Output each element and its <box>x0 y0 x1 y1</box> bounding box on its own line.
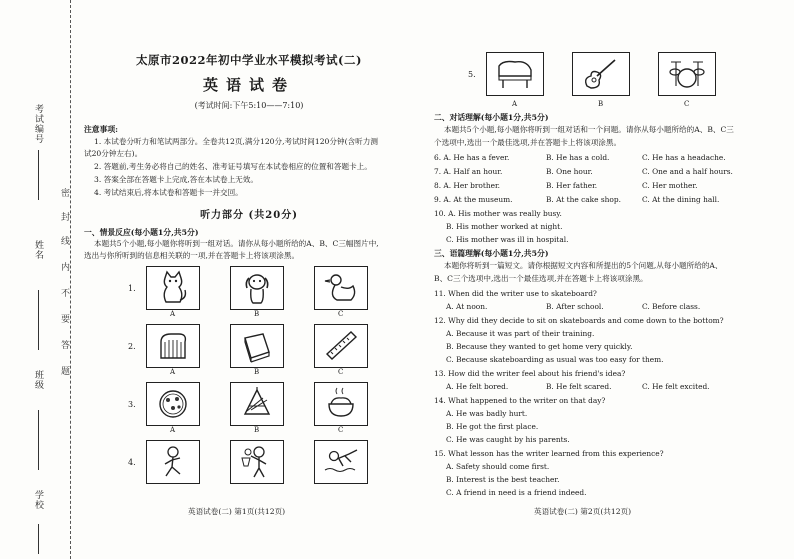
option-letter: B <box>254 310 260 318</box>
q6-option-c[interactable]: C. He has a headache. <box>642 153 726 162</box>
option-letter: B <box>254 368 260 376</box>
pizza-icon <box>153 386 193 422</box>
drums-icon <box>665 56 709 92</box>
q12-option-a[interactable]: A. Because it was part of their training. <box>446 329 595 338</box>
subject-title: 英语试卷 <box>202 76 295 94</box>
option-c-image[interactable] <box>314 382 368 426</box>
seal-char: 线 <box>59 236 69 245</box>
option-letter: C <box>338 310 344 318</box>
option-letter: A <box>512 100 518 108</box>
q14-option-a[interactable]: A. He was badly hurt. <box>446 409 528 418</box>
option-letter: C <box>338 368 344 376</box>
question-number: 5. <box>468 70 476 79</box>
q15-option-c[interactable]: C. A friend in need is a friend indeed. <box>446 488 587 497</box>
page-footer: 英语试卷(二) 第1页(共12页) <box>188 507 286 516</box>
option-letter: A <box>170 426 176 434</box>
field-line <box>38 290 39 350</box>
option-b-image[interactable] <box>230 266 284 310</box>
seal-char: 内 <box>59 262 69 271</box>
bread-icon <box>153 328 193 364</box>
seal-char: 答 <box>59 340 69 349</box>
part1-heading: 一、情景反应(每小题1分,共5分) <box>84 228 199 237</box>
exam-time: (考试时间:下午5:10——7:10) <box>194 101 304 110</box>
q13-stem: 13. How did the writer feel about his friend's idea? <box>434 369 626 378</box>
q10-option-a[interactable]: 10. A. His mother was really busy. <box>434 209 562 218</box>
exam-title: 太原市2022年初中学业水平模拟考试(二) <box>136 53 362 67</box>
question-number: 1. <box>128 284 136 293</box>
question-number: 3. <box>128 400 136 409</box>
running-boy-icon <box>153 444 193 480</box>
q13-option-b[interactable]: B. He felt scared. <box>546 382 612 391</box>
question-number: 4. <box>128 458 136 467</box>
field-line <box>38 410 39 470</box>
notice-item: 1. 本试卷分听力和笔试两部分。全卷共12页,满分120分,考试时间120分钟(含听力测 <box>94 137 378 146</box>
q7-option-c[interactable]: C. One and a half hours. <box>642 167 733 176</box>
ruler-icon <box>321 328 361 364</box>
q13-option-a[interactable]: A. He felt bored. <box>446 382 509 391</box>
rice-bowl-icon <box>321 386 361 422</box>
q10-option-c[interactable]: C. His mother was ill in hospital. <box>446 235 569 244</box>
option-letter: A <box>170 368 176 376</box>
q14-option-c[interactable]: C. He was caught by his parents. <box>446 435 570 444</box>
q9-option-b[interactable]: B. At the cake shop. <box>546 195 621 204</box>
option-b-image[interactable] <box>230 440 284 484</box>
option-c-image[interactable] <box>314 324 368 368</box>
option-c-image[interactable] <box>314 266 368 310</box>
part3-description: B、C三个选项中,选出一个最佳选项,并在答题卡上将该项涂黑。 <box>434 274 648 283</box>
option-b-image[interactable] <box>230 382 284 426</box>
notice-item: 3. 答案全部在答题卡上完成,答在本试卷上无效。 <box>94 175 258 184</box>
option-a-image[interactable] <box>486 52 544 96</box>
q11-option-b[interactable]: B. After school. <box>546 302 604 311</box>
part3-description: 本题你将听到一篇短文。请你根据短文内容和所提出的5个问题,从每小题所给的A、 <box>444 261 723 270</box>
q13-option-c[interactable]: C. He felt excited. <box>642 382 710 391</box>
part2-heading: 二、对话理解(每小题1分,共5分) <box>434 113 549 122</box>
piano-icon <box>493 56 537 92</box>
guitar-icon <box>579 56 623 92</box>
q7-option-a[interactable]: 7. A. Half an hour. <box>434 167 503 176</box>
q9-option-c[interactable]: C. At the dining hall. <box>642 195 720 204</box>
q8-option-b[interactable]: B. Her father. <box>546 181 598 190</box>
q6-option-a[interactable]: 6. A. He has a fever. <box>434 153 510 162</box>
option-a-image[interactable] <box>146 382 200 426</box>
notice-item: 试20分钟左右)。 <box>84 149 143 158</box>
notice-item: 4. 考试结束后,将本试卷和答题卡一并交回。 <box>94 188 243 197</box>
q12-option-b[interactable]: B. Because they wanted to get home very quickly. <box>446 342 633 351</box>
q14-option-b[interactable]: B. He got the first place. <box>446 422 539 431</box>
part2-description: 本题共5个小题,每小题你将听到一组对话和一个问题。请你从每小题所给的A、B、C三 <box>444 125 734 134</box>
seal-char: 要 <box>59 314 69 323</box>
q15-stem: 15. What lesson has the writer learned from this experience? <box>434 449 664 458</box>
option-b-image[interactable] <box>572 52 630 96</box>
book-icon <box>237 328 277 364</box>
q11-option-c[interactable]: C. Before class. <box>642 302 701 311</box>
zongzi-icon <box>237 386 277 422</box>
dog-icon <box>237 270 277 306</box>
option-c-image[interactable] <box>314 440 368 484</box>
option-letter: B <box>254 426 260 434</box>
q8-option-a[interactable]: 8. A. Her brother. <box>434 181 501 190</box>
duck-icon <box>321 270 361 306</box>
page-one <box>84 40 414 540</box>
q12-stem: 12. Why did they decide to sit on skateboards and come down to the bottom? <box>434 316 724 325</box>
part1-description: 本题共5个小题,每小题你将听到一组对话。请你从每小题所给的A、B、C三幅图片中, <box>94 239 379 248</box>
part3-heading: 三、语篇理解(每小题1分,共5分) <box>434 249 549 258</box>
option-b-image[interactable] <box>230 324 284 368</box>
q6-option-b[interactable]: B. He has a cold. <box>546 153 610 162</box>
q15-option-a[interactable]: A. Safety should come first. <box>446 462 550 471</box>
notice-heading: 注意事项: <box>84 125 119 134</box>
field-class: 班级 <box>33 370 43 390</box>
option-c-image[interactable] <box>658 52 716 96</box>
cat-icon <box>153 270 193 306</box>
q9-option-a[interactable]: 9. A. At the museum. <box>434 195 513 204</box>
q15-option-b[interactable]: B. Interest is the best teacher. <box>446 475 560 484</box>
option-letter: A <box>170 310 176 318</box>
seal-char: 密 <box>59 188 69 197</box>
field-exam-number: 考试编号 <box>33 104 43 144</box>
q10-option-b[interactable]: B. His mother worked at night. <box>446 222 563 231</box>
option-a-image[interactable] <box>146 440 200 484</box>
seal-char: 封 <box>59 212 69 221</box>
seal-char: 题 <box>59 366 69 375</box>
q11-option-a[interactable]: A. At noon. <box>446 302 488 311</box>
q11-stem: 11. When did the writer use to skateboard? <box>434 289 597 298</box>
option-letter: C <box>684 100 690 108</box>
part1-description: 选出与你所听到的信息相关联的一项,并在答题卡上将该项涂黑。 <box>84 251 300 260</box>
q14-stem: 14. What happened to the writer on that day? <box>434 396 606 405</box>
basketball-boy-icon <box>237 444 277 480</box>
page-footer: 英语试卷(二) 第2页(共12页) <box>534 507 632 516</box>
option-a-image[interactable] <box>146 266 200 310</box>
field-school: 学校 <box>33 490 43 510</box>
page-two <box>434 62 774 542</box>
q12-option-c[interactable]: C. Because skateboarding as usual was too easy for them. <box>446 355 664 364</box>
option-letter: B <box>598 100 604 108</box>
field-line <box>38 150 39 200</box>
q7-option-b[interactable]: B. One hour. <box>546 167 593 176</box>
notice-item: 2. 答题前,考生务必将自己的姓名、准考证号填写在本试卷相应的位置和答题卡上。 <box>94 162 372 171</box>
swimming-boy-icon <box>321 444 361 480</box>
question-number: 2. <box>128 342 136 351</box>
option-a-image[interactable] <box>146 324 200 368</box>
binding-margin <box>0 0 71 559</box>
seal-char: 不 <box>59 288 69 297</box>
option-letter: C <box>338 426 344 434</box>
q8-option-c[interactable]: C. Her mother. <box>642 181 698 190</box>
listening-section-title: 听力部分 (共20分) <box>200 210 298 221</box>
field-line <box>38 524 39 554</box>
field-name: 姓名 <box>33 240 43 260</box>
part2-description: 个选项中,选出一个最佳选项,并在答题卡上将该项涂黑。 <box>434 138 622 147</box>
